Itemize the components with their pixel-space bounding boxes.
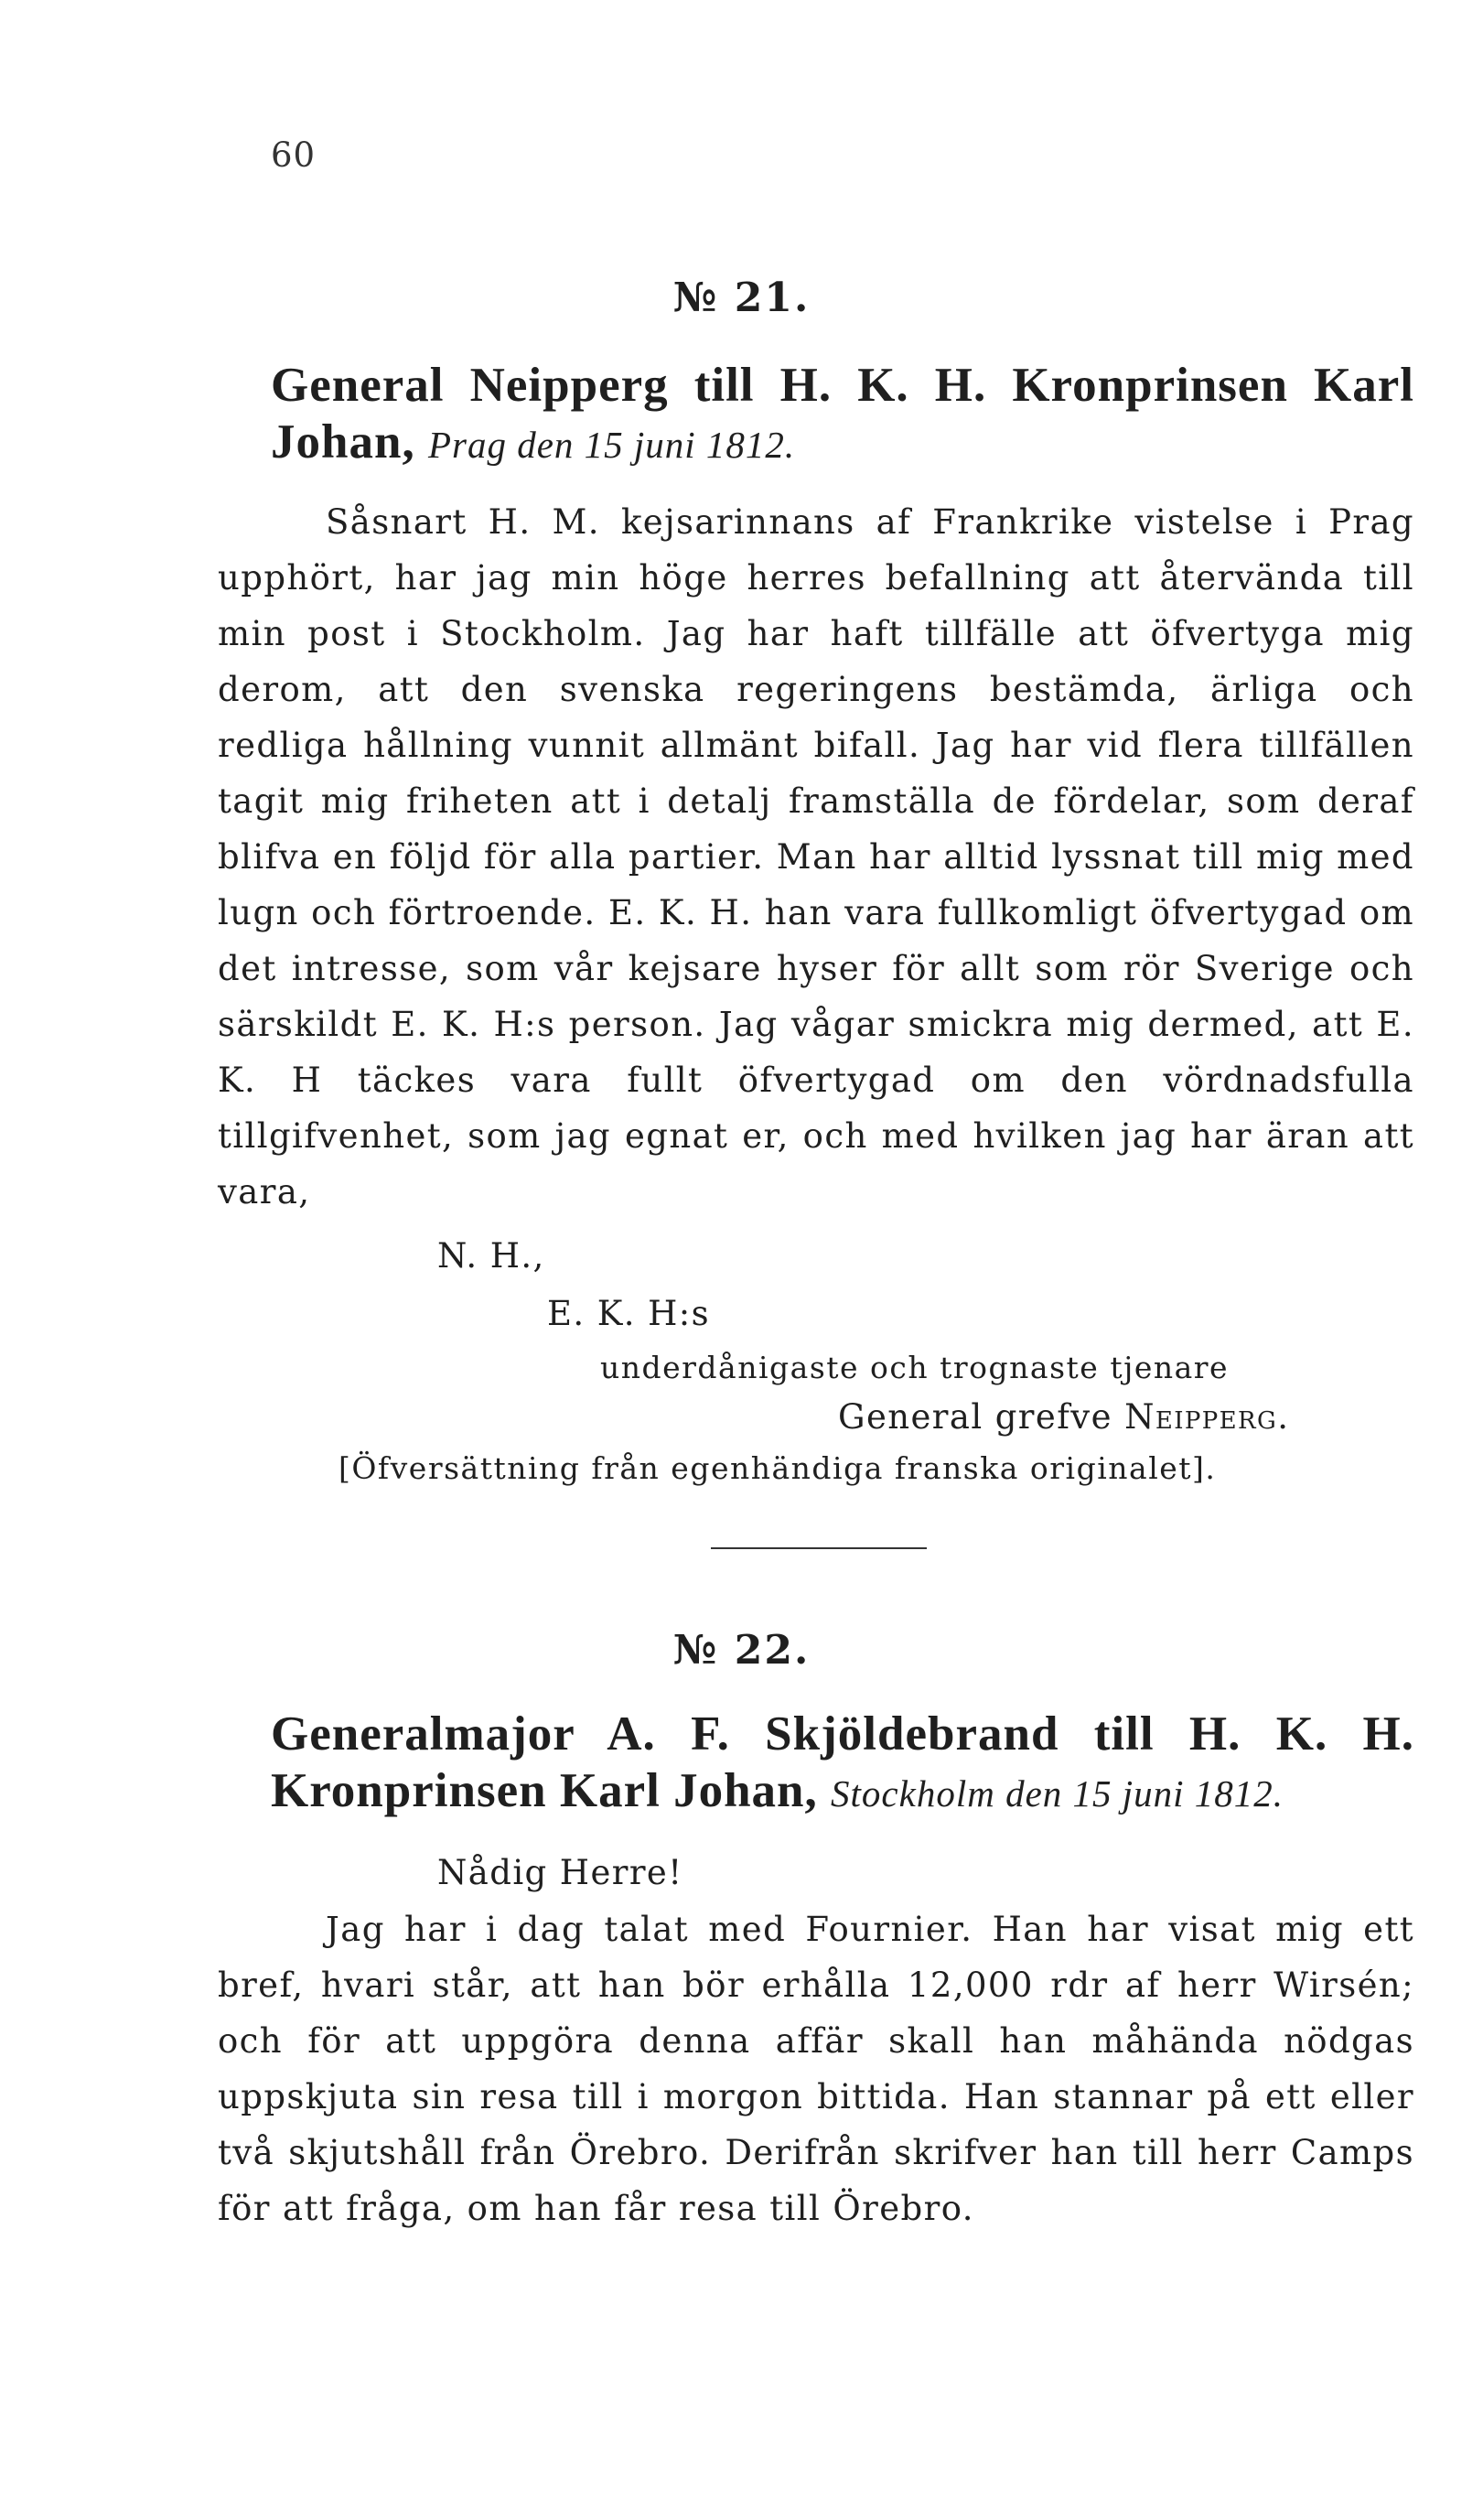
letter-21-body: Såsnart H. M. kejsarinnans af Frankrike vistelse i Prag upphört, har jag min höge herres befallning att återvända till min post i Stockholm. Jag har haft tillfälle att öfvertyga mig derom, att den svenska regeringens bestämda, ärliga och redliga hållning vunnit allmänt bifall. Jag har vid flera tillfällen tagit mig friheten att i detalj framställa de fördelar, som deraf blifva en följd för alla partier. Man har alltid lyssnat till mig med lugn och förtroende. E. K. H. han vara fullkomligt öfvertygad om det intresse, som vår kejsare hyser för allt som rör Sverige och särskildt E. K. H:s person. Jag vågar smickra mig dermed, att E. K. H täckes vara fullt öfvertygad om den vördnadsfulla tillgifvenhet, som jag egnat er, och med hvilken jag har äran att vara, [218, 502, 1414, 1212]
letter-21-heading-text: General Neipperg till H. K. H. Kronprinsen Karl Johan, [271, 359, 1414, 468]
page-number: 60 [271, 135, 317, 175]
letter-22-body: Jag har i dag talat med Fournier. Han har visat mig ett bref, hvari står, att han bör erhålla 12,000 rdr af herr Wirsén; och för att uppgöra denna affär skall han måhända nödgas uppskjuta sin resa till i morgon bittida. Han stannar på ett eller två skjutshåll från Örebro. Derifrån skrifver han till herr Camps för att fråga, om han får resa till Örebro. [218, 1910, 1414, 2228]
letter-22-heading [271, 1706, 1414, 1822]
letter-21-translation-note: [Öfversättning från egenhändiga franska originalet]. [339, 1450, 1217, 1486]
letter-21-signature [838, 1389, 1289, 1445]
letter-21-closing-3: underdånigaste och trognaste tjenare [600, 1350, 1230, 1385]
letter-21-dateline: Prag den 15 juni 1812. [427, 424, 796, 466]
letter-22-dateline: Stockholm den 15 juni 1812. [831, 1772, 1284, 1815]
letter-22-salutation: Nådig Herre! [437, 1853, 683, 1892]
letter-21-closing-1: N. H., [437, 1236, 545, 1276]
letter-21-closing-2: E. K. H:s [547, 1294, 711, 1333]
letter-21-signature-name: Neipperg. [1124, 1397, 1290, 1437]
letter-22-heading-text: Generalmajor A. F. Skjöldebrand till H. K. H. Kronprinsen Karl Johan, [271, 1707, 1414, 1817]
letter-21-number: № 21. [672, 275, 811, 321]
letter-22-number: № 22. [672, 1627, 811, 1674]
letter-21-heading [271, 357, 1414, 473]
section-divider [711, 1547, 927, 1549]
letter-21-signature-prefix: General grefve [838, 1397, 1112, 1437]
